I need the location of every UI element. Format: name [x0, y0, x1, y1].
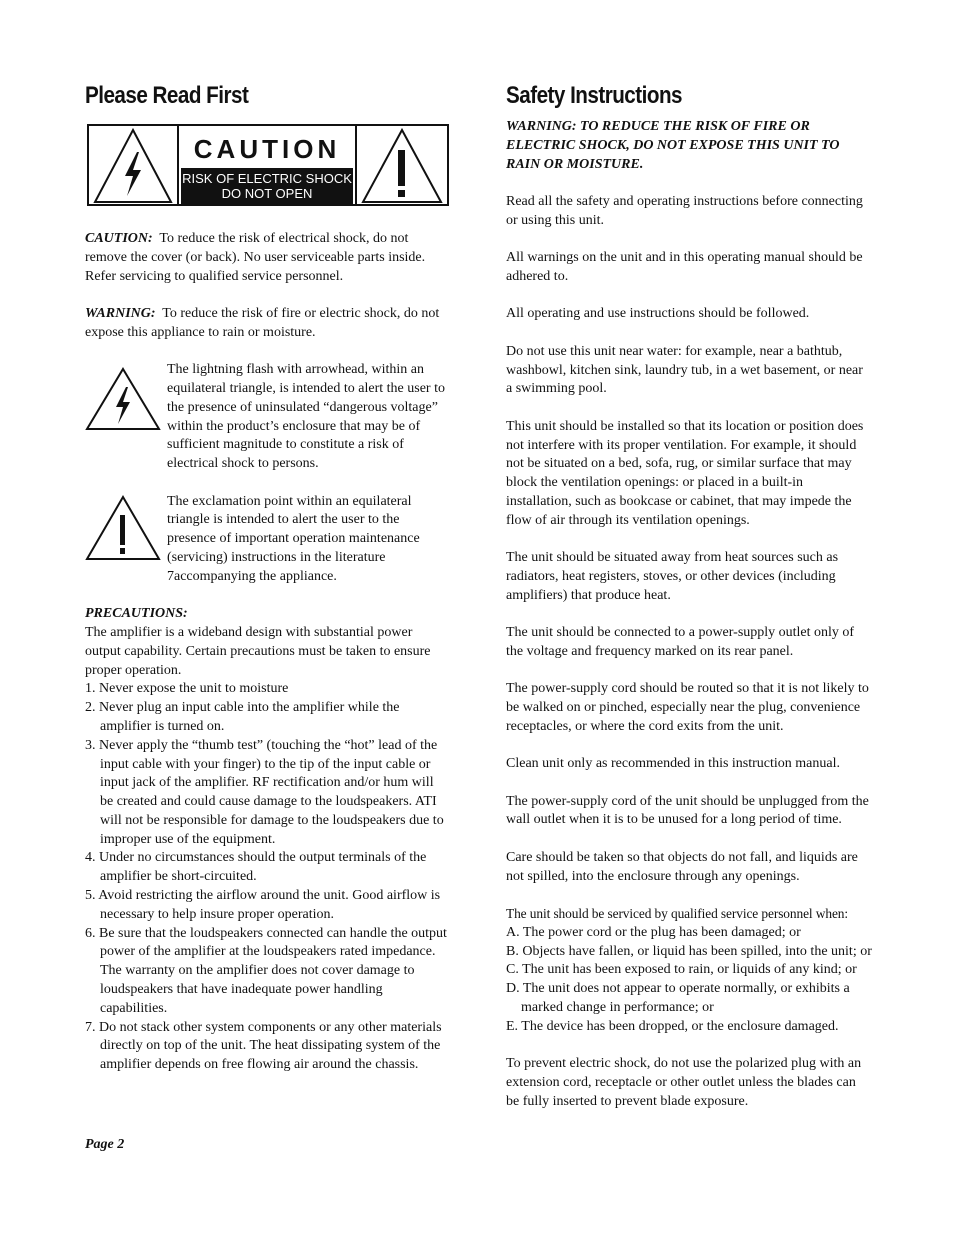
page-title-right: Safety Instructions: [506, 82, 683, 109]
list-item: E. The device has been dropped, or the enclosure damaged.: [506, 1018, 839, 1034]
caution-banner: [87, 124, 449, 206]
safety-paragraph: This unit should be installed so that its location or position does not interfere with its proper ventilation. For example, it should not be situated on a bed, sofa, rug, or similar surface that may block the ventilation openings: or placed in a built-in installation, such as bookcase or cabinet, that may impede the flow of air through its ventilation openings.: [506, 418, 864, 528]
safety-paragraph: Read all the safety and operating instructions before connecting or using this unit.: [506, 193, 863, 228]
safety-warning: WARNING: TO REDUCE THE RISK OF FIRE OR ELECTRIC SHOCK, DO NOT EXPOSE THIS UNIT TO RAIN OR MOISTURE.: [506, 119, 840, 172]
caution-subtext-line2: DO NOT OPEN: [221, 186, 313, 201]
list-item: A. The power cord or the plug has been damaged; or: [506, 924, 801, 940]
warning-label: WARNING:: [85, 305, 156, 321]
exclamation-triangle-icon: [85, 495, 161, 561]
list-item: 2. Never plug an input cable into the amplifier while the amplifier is turned on.: [85, 700, 400, 734]
caution-label: CAUTION:: [85, 231, 153, 246]
caution-subtext: [181, 168, 353, 204]
precautions-intro: The amplifier is a wideband design with substantial power output capability. Certain precautions must be taken to ensure proper operation.: [85, 624, 431, 678]
safety-paragraph: All operating and use instructions should be followed.: [506, 306, 810, 322]
list-item: 5. Avoid restricting the airflow around the unit. Good airflow is necessary to help insure proper operation.: [85, 888, 441, 922]
list-item: C. The unit has been exposed to rain, or liquids of any kind; or: [506, 962, 857, 978]
list-item: B. Objects have fallen, or liquid has been spilled, into the unit; or: [506, 943, 872, 959]
safety-paragraph: Do not use this unit near water: for example, near a bathtub, washbowl, kitchen sink, laundry tub, in a wet basement, or near a swimming pool.: [506, 343, 863, 397]
warning-paragraph: [85, 305, 447, 343]
list-item: 3. Never apply the “thumb test” (touching the “hot” lead of the input cable with your finger) to the tip of the input cable or input jack of the amplifier. RF rectification and/or hum will be created and could cause damage to the loudspeakers. ATI will not be responsible for damage to the loudspeakers due to improper use of the equipment.: [85, 737, 444, 847]
safety-paragraph: All warnings on the unit and in this operating manual should be adhered to.: [506, 250, 863, 284]
list-item: 1. Never expose the unit to moisture: [85, 681, 289, 697]
caution-word: CAUTION: [193, 134, 341, 164]
list-item: 7. Do not stack other system components or any other materials directly on top of the unit. The heat dissipating system of the amplifier depends on free flowing air around the chassis.: [85, 1019, 442, 1073]
exclamation-text: The exclamation point within an equilateral triangle is intended to alert the user to the presence of important operation maintenance (servicing) instructions in the literature 7accompanying the appliance.: [167, 493, 420, 584]
safety-paragraph: The power-supply cord should be routed so that it is not likely to be walked on or pinched, especially near the plug, convenience receptacles, or where the cord exits from the unit.: [506, 681, 869, 734]
warning-text: To reduce the risk of fire or electric shock, do not expose this appliance to rain or moisture.: [85, 305, 440, 340]
page-title-left: Please Read First: [85, 82, 249, 109]
list-item: D. The unit does not appear to operate normally, or exhibits a marked change in performance; or: [506, 981, 850, 1016]
lightning-triangle-icon: [85, 367, 161, 431]
safety-paragraph: The unit should be connected to a power-supply outlet only of the voltage and frequency marked on its rear panel.: [506, 625, 855, 659]
caution-subtext-line1: RISK OF ELECTRIC SHOCK: [182, 171, 352, 186]
safety-paragraph: The power-supply cord of the unit should be unplugged from the wall outlet when it is to be unused for a long period of time.: [506, 793, 869, 828]
precautions-label: PRECAUTIONS:: [85, 606, 188, 622]
page-number: Page 2: [85, 1137, 125, 1152]
caution-label-block: [177, 126, 357, 204]
list-item: 4. Under no circumstances should the output terminals of the amplifier be short-circuited.: [85, 850, 427, 885]
precautions-list: [85, 680, 447, 1075]
lightning-explanation: [85, 361, 447, 474]
final-paragraph: To prevent electric shock, do not use the polarized plug with an extension cord, receptacle or other outlet unless the blades can be fully inserted to prevent blade exposure.: [506, 1056, 862, 1109]
caution-text: To reduce the risk of electrical shock, do not remove the cover (or back). No user serviceable parts inside. Refer servicing to qualified service personnel.: [85, 231, 426, 284]
precautions-section: [85, 605, 447, 1075]
exclamation-warning-icon: [359, 126, 445, 204]
list-item: 6. Be sure that the loudspeakers connected can handle the output power of the amplifier at the loudspeakers rated impedance. The warranty on the amplifier does not cover damage to loudspeakers that have inadequate power handling capabilities.: [85, 925, 447, 1016]
left-column: [85, 230, 447, 1075]
right-column: [506, 118, 872, 1130]
exclamation-explanation: [85, 493, 447, 587]
safety-paragraph: The unit should be situated away from heat sources such as radiators, heat registers, stoves, or other devices (including amplifiers) that produce heat.: [506, 550, 839, 603]
lightning-text: The lightning flash with arrowhead, within an equilateral triangle, is intended to alert the user to the presence of uninsulated “dangerous voltage” within the product’s enclosure that may be of sufficient magnitude to constitute a risk of electrical shock to persons.: [167, 362, 445, 472]
lightning-warning-icon: [91, 126, 175, 204]
caution-paragraph: [85, 230, 447, 286]
service-conditions-list: [506, 924, 872, 1037]
service-intro: The unit should be serviced by qualified service personnel when:: [506, 906, 849, 922]
safety-paragraph: Clean unit only as recommended in this instruction manual.: [506, 756, 840, 772]
safety-paragraph: Care should be taken so that objects do not fall, and liquids are not spilled, into the enclosure through any openings.: [506, 849, 858, 884]
